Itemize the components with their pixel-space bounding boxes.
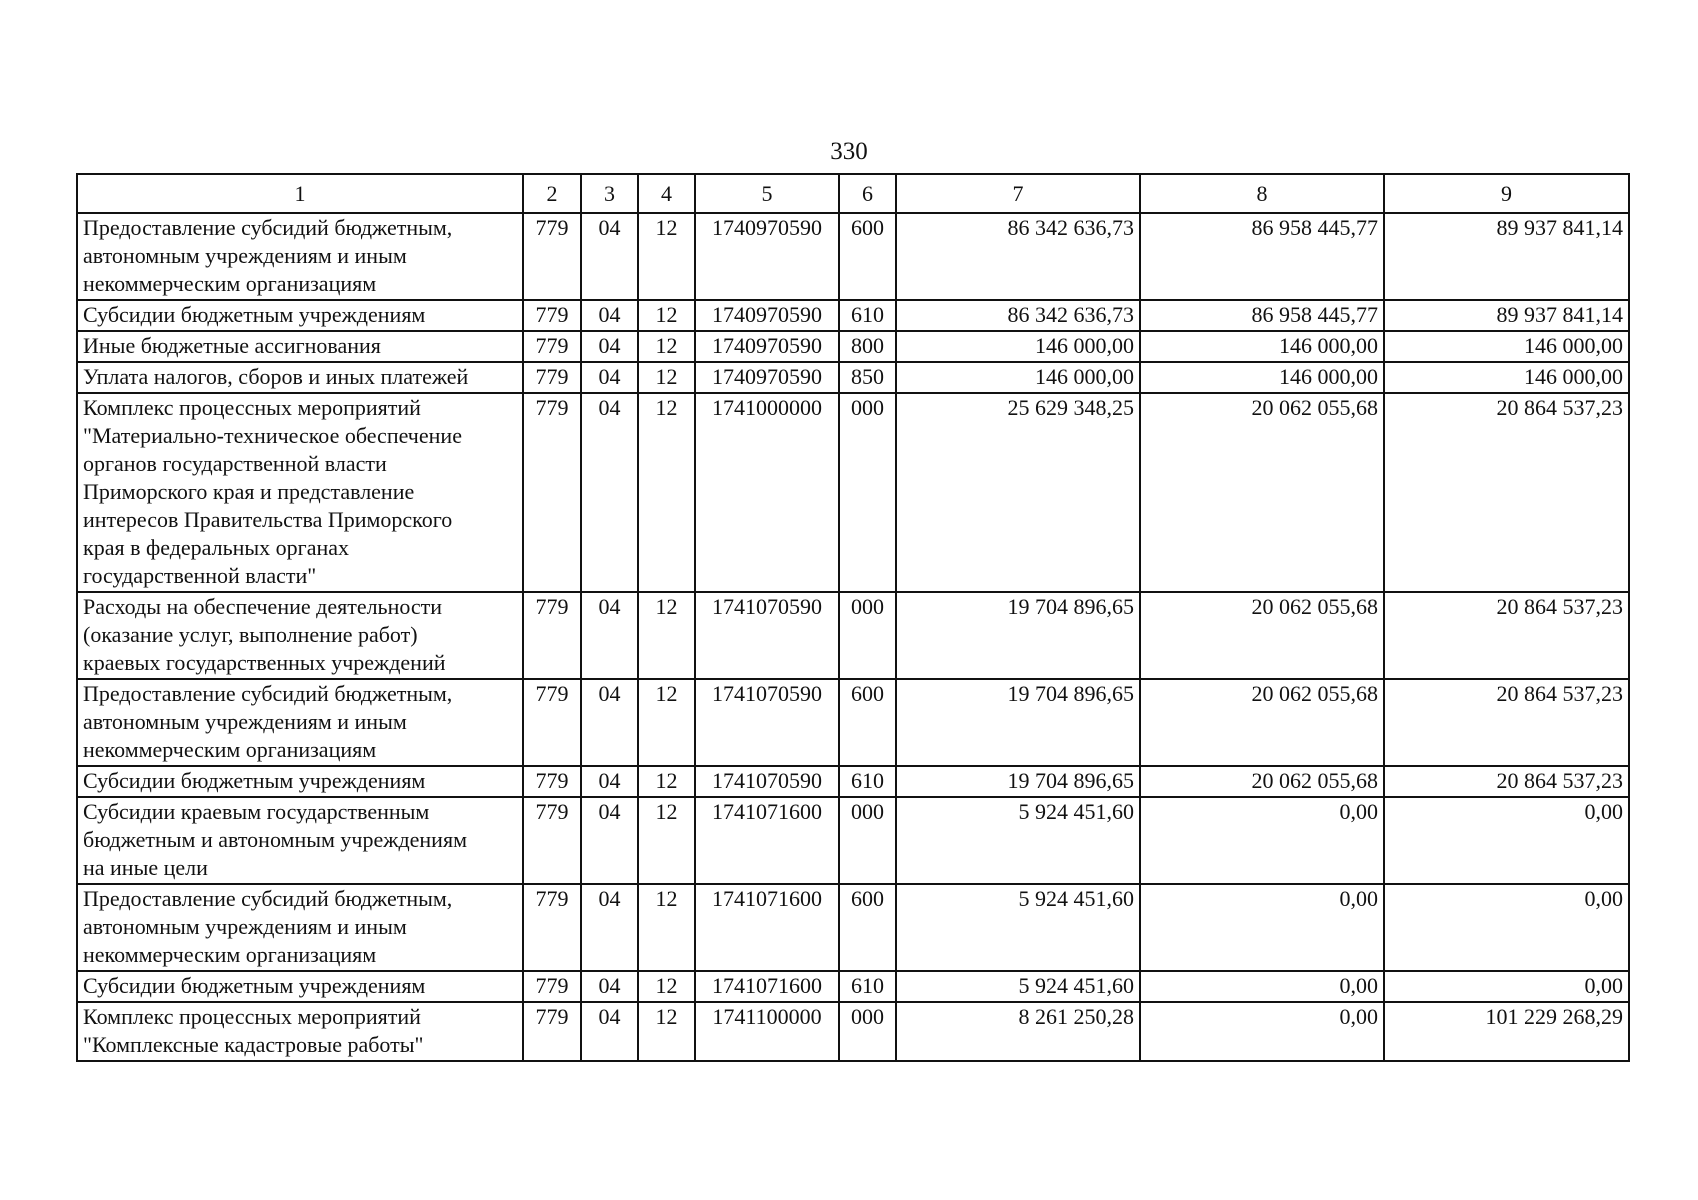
expenditure-name-cell: Иные бюджетные ассигнования xyxy=(77,331,523,362)
expenditure-name-cell: Субсидии краевым государственным бюджетным и автономным учреждениям на иные цели xyxy=(77,797,523,884)
table-row xyxy=(77,300,1629,331)
column-header: 6 xyxy=(839,174,896,213)
ministry-code-cell: 779 xyxy=(523,884,581,971)
expense-type-cell: 000 xyxy=(839,592,896,679)
column-header: 2 xyxy=(523,174,581,213)
amount-col9-cell: 0,00 xyxy=(1384,971,1629,1002)
expense-type-cell: 850 xyxy=(839,362,896,393)
target-article-cell: 1740970590 xyxy=(695,362,839,393)
target-article-cell: 1740970590 xyxy=(695,213,839,300)
ministry-code-cell: 779 xyxy=(523,679,581,766)
expense-type-cell: 800 xyxy=(839,331,896,362)
subsection-code-cell: 12 xyxy=(638,971,695,1002)
target-article-cell: 1741071600 xyxy=(695,884,839,971)
expense-type-cell: 610 xyxy=(839,971,896,1002)
expenditure-name-cell: Предоставление субсидий бюджетным, автономным учреждениям и иным некоммерческим организациям xyxy=(77,213,523,300)
target-article-cell: 1740970590 xyxy=(695,300,839,331)
subsection-code-cell: 12 xyxy=(638,797,695,884)
ministry-code-cell: 779 xyxy=(523,362,581,393)
amount-col9-cell: 20 864 537,23 xyxy=(1384,679,1629,766)
ministry-code-cell: 779 xyxy=(523,331,581,362)
expense-type-cell: 000 xyxy=(839,393,896,592)
ministry-code-cell: 779 xyxy=(523,1002,581,1061)
subsection-code-cell: 12 xyxy=(638,592,695,679)
target-article-cell: 1741071600 xyxy=(695,971,839,1002)
table-row xyxy=(77,884,1629,971)
subsection-code-cell: 12 xyxy=(638,766,695,797)
column-header: 3 xyxy=(581,174,638,213)
subsection-code-cell: 12 xyxy=(638,331,695,362)
expenditure-name-cell: Комплекс процессных мероприятий "Материально-техническое обеспечение органов государственной власти Приморского края и представление интересов Правительства Приморского края в федеральных органах государственной власти" xyxy=(77,393,523,592)
amount-col9-cell: 0,00 xyxy=(1384,884,1629,971)
subsection-code-cell: 12 xyxy=(638,362,695,393)
amount-col8-cell: 20 062 055,68 xyxy=(1140,679,1384,766)
table-row xyxy=(77,592,1629,679)
section-code-cell: 04 xyxy=(581,393,638,592)
amount-col7-cell: 146 000,00 xyxy=(896,331,1140,362)
expenditure-name-cell: Расходы на обеспечение деятельности (оказание услуг, выполнение работ) краевых государственных учреждений xyxy=(77,592,523,679)
amount-col9-cell: 89 937 841,14 xyxy=(1384,213,1629,300)
table-row xyxy=(77,766,1629,797)
amount-col9-cell: 20 864 537,23 xyxy=(1384,393,1629,592)
table-row xyxy=(77,393,1629,592)
amount-col9-cell: 20 864 537,23 xyxy=(1384,766,1629,797)
amount-col7-cell: 19 704 896,65 xyxy=(896,679,1140,766)
expense-type-cell: 600 xyxy=(839,679,896,766)
subsection-code-cell: 12 xyxy=(638,393,695,592)
amount-col7-cell: 19 704 896,65 xyxy=(896,592,1140,679)
column-header: 8 xyxy=(1140,174,1384,213)
ministry-code-cell: 779 xyxy=(523,300,581,331)
amount-col8-cell: 0,00 xyxy=(1140,884,1384,971)
expenditure-name-cell: Субсидии бюджетным учреждениям xyxy=(77,766,523,797)
subsection-code-cell: 12 xyxy=(638,679,695,766)
amount-col8-cell: 0,00 xyxy=(1140,1002,1384,1061)
header-row xyxy=(77,174,1629,213)
amount-col8-cell: 0,00 xyxy=(1140,797,1384,884)
section-code-cell: 04 xyxy=(581,971,638,1002)
section-code-cell: 04 xyxy=(581,679,638,766)
section-code-cell: 04 xyxy=(581,766,638,797)
expense-type-cell: 600 xyxy=(839,213,896,300)
column-header: 1 xyxy=(77,174,523,213)
expenditure-name-cell: Субсидии бюджетным учреждениям xyxy=(77,971,523,1002)
amount-col8-cell: 86 958 445,77 xyxy=(1140,300,1384,331)
amount-col8-cell: 20 062 055,68 xyxy=(1140,766,1384,797)
section-code-cell: 04 xyxy=(581,213,638,300)
amount-col8-cell: 86 958 445,77 xyxy=(1140,213,1384,300)
subsection-code-cell: 12 xyxy=(638,213,695,300)
amount-col9-cell: 89 937 841,14 xyxy=(1384,300,1629,331)
section-code-cell: 04 xyxy=(581,300,638,331)
table-row xyxy=(77,362,1629,393)
amount-col9-cell: 0,00 xyxy=(1384,797,1629,884)
expense-type-cell: 600 xyxy=(839,884,896,971)
expenditure-name-cell: Уплата налогов, сборов и иных платежей xyxy=(77,362,523,393)
ministry-code-cell: 779 xyxy=(523,213,581,300)
subsection-code-cell: 12 xyxy=(638,300,695,331)
amount-col7-cell: 19 704 896,65 xyxy=(896,766,1140,797)
table-row xyxy=(77,331,1629,362)
subsection-code-cell: 12 xyxy=(638,1002,695,1061)
section-code-cell: 04 xyxy=(581,331,638,362)
target-article-cell: 1741070590 xyxy=(695,679,839,766)
expenditure-name-cell: Субсидии бюджетным учреждениям xyxy=(77,300,523,331)
amount-col7-cell: 146 000,00 xyxy=(896,362,1140,393)
amount-col8-cell: 146 000,00 xyxy=(1140,362,1384,393)
amount-col9-cell: 146 000,00 xyxy=(1384,331,1629,362)
subsection-code-cell: 12 xyxy=(638,884,695,971)
amount-col8-cell: 146 000,00 xyxy=(1140,331,1384,362)
amount-col9-cell: 20 864 537,23 xyxy=(1384,592,1629,679)
target-article-cell: 1741071600 xyxy=(695,797,839,884)
section-code-cell: 04 xyxy=(581,592,638,679)
ministry-code-cell: 779 xyxy=(523,393,581,592)
expense-type-cell: 610 xyxy=(839,766,896,797)
amount-col7-cell: 86 342 636,73 xyxy=(896,300,1140,331)
section-code-cell: 04 xyxy=(581,362,638,393)
amount-col7-cell: 5 924 451,60 xyxy=(896,971,1140,1002)
column-header: 5 xyxy=(695,174,839,213)
table-row xyxy=(77,213,1629,300)
amount-col9-cell: 146 000,00 xyxy=(1384,362,1629,393)
amount-col8-cell: 20 062 055,68 xyxy=(1140,393,1384,592)
expense-type-cell: 610 xyxy=(839,300,896,331)
expenditure-name-cell: Комплекс процессных мероприятий "Комплексные кадастровые работы" xyxy=(77,1002,523,1061)
target-article-cell: 1741000000 xyxy=(695,393,839,592)
expenditure-name-cell: Предоставление субсидий бюджетным, автономным учреждениям и иным некоммерческим организациям xyxy=(77,884,523,971)
table-row xyxy=(77,679,1629,766)
table-row xyxy=(77,971,1629,1002)
page-number: 330 xyxy=(830,138,868,165)
ministry-code-cell: 779 xyxy=(523,797,581,884)
table-row xyxy=(77,797,1629,884)
target-article-cell: 1740970590 xyxy=(695,331,839,362)
column-header: 9 xyxy=(1384,174,1629,213)
target-article-cell: 1741070590 xyxy=(695,592,839,679)
expense-type-cell: 000 xyxy=(839,1002,896,1061)
column-header: 7 xyxy=(896,174,1140,213)
ministry-code-cell: 779 xyxy=(523,592,581,679)
section-code-cell: 04 xyxy=(581,884,638,971)
target-article-cell: 1741070590 xyxy=(695,766,839,797)
expenditure-name-cell: Предоставление субсидий бюджетным, автономным учреждениям и иным некоммерческим организациям xyxy=(77,679,523,766)
amount-col9-cell: 101 229 268,29 xyxy=(1384,1002,1629,1061)
amount-col8-cell: 0,00 xyxy=(1140,971,1384,1002)
column-header: 4 xyxy=(638,174,695,213)
budget-table xyxy=(76,173,1630,1062)
section-code-cell: 04 xyxy=(581,1002,638,1061)
amount-col7-cell: 5 924 451,60 xyxy=(896,884,1140,971)
amount-col7-cell: 25 629 348,25 xyxy=(896,393,1140,592)
amount-col7-cell: 8 261 250,28 xyxy=(896,1002,1140,1061)
ministry-code-cell: 779 xyxy=(523,766,581,797)
section-code-cell: 04 xyxy=(581,797,638,884)
table-body xyxy=(77,213,1629,1061)
table-row xyxy=(77,1002,1629,1061)
target-article-cell: 1741100000 xyxy=(695,1002,839,1061)
ministry-code-cell: 779 xyxy=(523,971,581,1002)
amount-col8-cell: 20 062 055,68 xyxy=(1140,592,1384,679)
amount-col7-cell: 5 924 451,60 xyxy=(896,797,1140,884)
amount-col7-cell: 86 342 636,73 xyxy=(896,213,1140,300)
expense-type-cell: 000 xyxy=(839,797,896,884)
